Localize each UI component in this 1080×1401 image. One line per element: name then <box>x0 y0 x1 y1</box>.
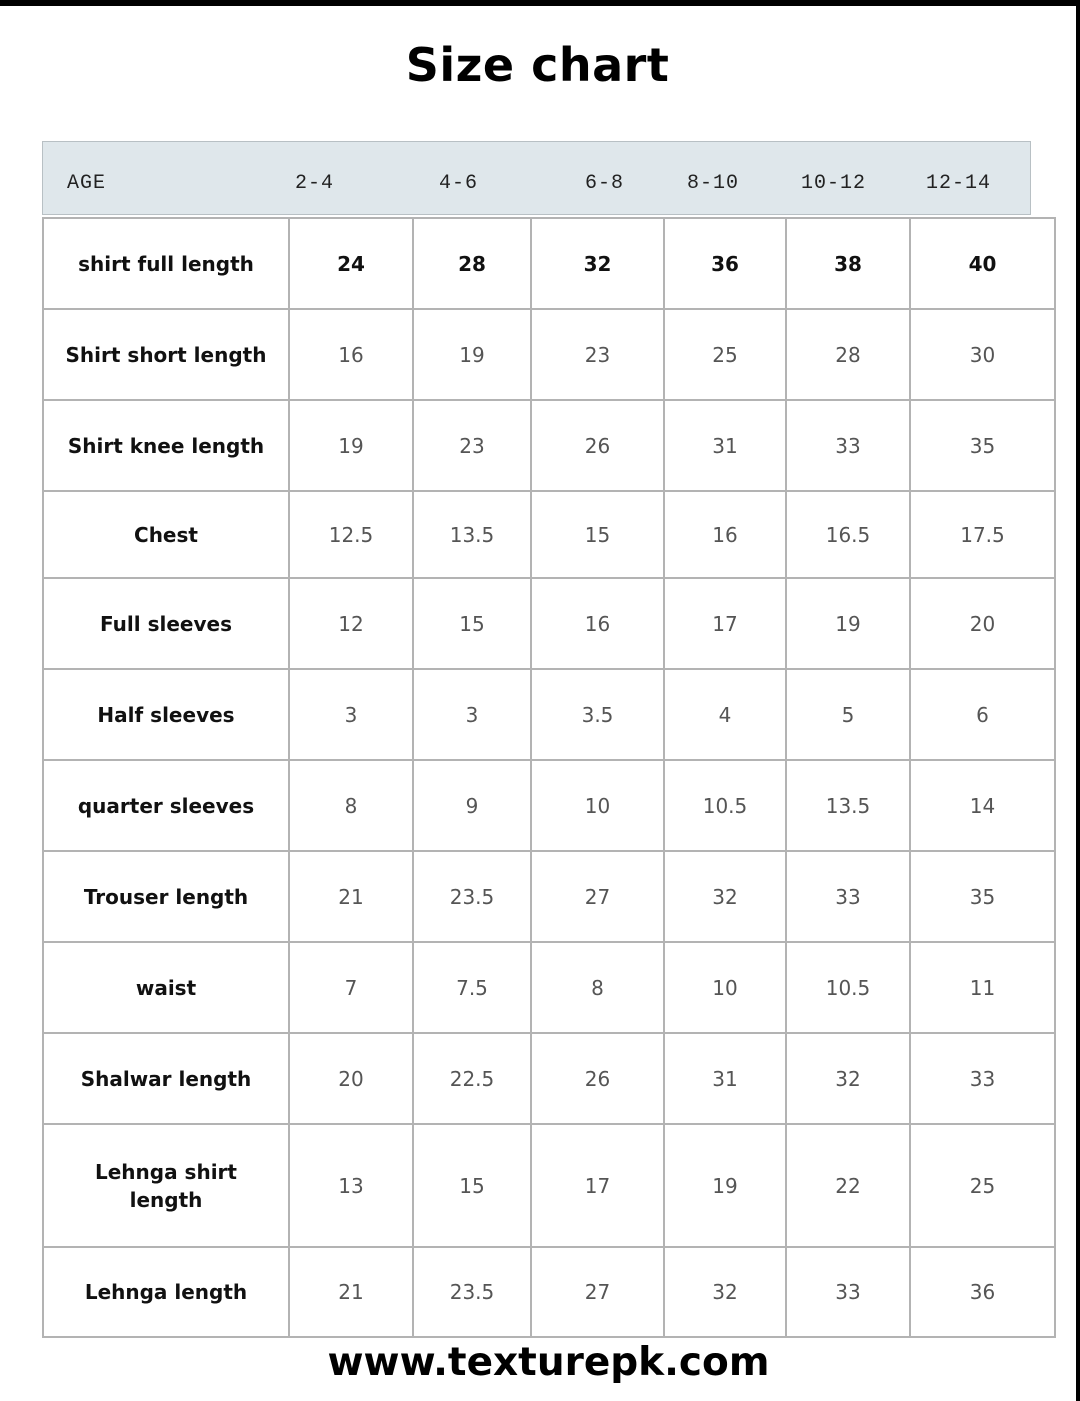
measurement-label: waist <box>43 942 289 1033</box>
measurement-label: shirt full length <box>43 218 289 309</box>
size-value-cell: 20 <box>289 1033 413 1124</box>
size-value-cell: 21 <box>289 1247 413 1337</box>
measurement-label: Half sleeves <box>43 669 289 760</box>
page-title: Size chart <box>405 38 670 92</box>
size-value-cell: 30 <box>910 309 1055 400</box>
size-value-cell: 8 <box>289 760 413 851</box>
table-row <box>43 1033 1055 1124</box>
size-value-cell: 4 <box>664 669 786 760</box>
size-value-cell: 17 <box>664 578 786 669</box>
size-value-cell: 6 <box>910 669 1055 760</box>
size-value-cell: 36 <box>910 1247 1055 1337</box>
size-value-cell: 26 <box>531 1033 664 1124</box>
size-value-cell: 19 <box>289 400 413 491</box>
size-value-cell: 11 <box>910 942 1055 1033</box>
size-value-cell: 8 <box>531 942 664 1033</box>
table-row <box>43 309 1055 400</box>
size-value-cell: 16 <box>531 578 664 669</box>
size-value-cell: 23 <box>413 400 531 491</box>
measurement-label: Chest <box>43 491 289 578</box>
size-value-cell: 10.5 <box>664 760 786 851</box>
size-value-cell: 31 <box>664 1033 786 1124</box>
size-value-cell: 27 <box>531 1247 664 1337</box>
table-row <box>43 1124 1055 1247</box>
size-value-cell: 28 <box>413 218 531 309</box>
age-header-cell: 8-10 <box>687 172 740 195</box>
size-value-cell: 23 <box>531 309 664 400</box>
age-header-label: AGE <box>67 172 107 195</box>
size-value-cell: 17 <box>531 1124 664 1247</box>
size-value-cell: 15 <box>531 491 664 578</box>
size-value-cell: 19 <box>786 578 910 669</box>
size-value-cell: 13.5 <box>413 491 531 578</box>
table-row <box>43 578 1055 669</box>
size-value-cell: 13.5 <box>786 760 910 851</box>
measurement-label: Full sleeves <box>43 578 289 669</box>
size-value-cell: 7 <box>289 942 413 1033</box>
table-row <box>43 491 1055 578</box>
size-value-cell: 12.5 <box>289 491 413 578</box>
size-value-cell: 15 <box>413 1124 531 1247</box>
table-row <box>43 1247 1055 1337</box>
size-value-cell: 27 <box>531 851 664 942</box>
size-value-cell: 10 <box>664 942 786 1033</box>
size-value-cell: 22.5 <box>413 1033 531 1124</box>
size-value-cell: 36 <box>664 218 786 309</box>
size-value-cell: 19 <box>664 1124 786 1247</box>
size-value-cell: 3 <box>289 669 413 760</box>
size-value-cell: 32 <box>531 218 664 309</box>
size-value-cell: 7.5 <box>413 942 531 1033</box>
top-border <box>0 0 1080 6</box>
age-header-cell: 2-4 <box>295 172 335 195</box>
measurement-label: Trouser length <box>43 851 289 942</box>
table-row <box>43 942 1055 1033</box>
size-value-cell: 33 <box>786 851 910 942</box>
age-header-cell: 4-6 <box>439 172 479 195</box>
size-value-cell: 24 <box>289 218 413 309</box>
size-value-cell: 16.5 <box>786 491 910 578</box>
size-value-cell: 33 <box>786 1247 910 1337</box>
size-value-cell: 13 <box>289 1124 413 1247</box>
size-value-cell: 35 <box>910 400 1055 491</box>
size-value-cell: 20 <box>910 578 1055 669</box>
size-value-cell: 3 <box>413 669 531 760</box>
age-header-cell: 6-8 <box>585 172 625 195</box>
age-header-row <box>42 141 1031 215</box>
size-value-cell: 15 <box>413 578 531 669</box>
size-value-cell: 40 <box>910 218 1055 309</box>
age-header-cell: 12-14 <box>926 172 992 195</box>
measurement-label: Lehnga shirt length <box>43 1124 289 1247</box>
size-value-cell: 33 <box>910 1033 1055 1124</box>
size-value-cell: 31 <box>664 400 786 491</box>
size-value-cell: 10.5 <box>786 942 910 1033</box>
size-value-cell: 21 <box>289 851 413 942</box>
size-value-cell: 32 <box>664 851 786 942</box>
size-value-cell: 10 <box>531 760 664 851</box>
age-header-cell: 10-12 <box>801 172 867 195</box>
size-value-cell: 9 <box>413 760 531 851</box>
table-row <box>43 400 1055 491</box>
size-value-cell: 23.5 <box>413 851 531 942</box>
size-value-cell: 32 <box>786 1033 910 1124</box>
right-border <box>1076 0 1080 1401</box>
size-value-cell: 25 <box>664 309 786 400</box>
measurement-label: Shirt knee length <box>43 400 289 491</box>
size-value-cell: 14 <box>910 760 1055 851</box>
size-value-cell: 12 <box>289 578 413 669</box>
size-value-cell: 25 <box>910 1124 1055 1247</box>
measurement-label: Lehnga length <box>43 1247 289 1337</box>
measurement-label: Shirt short length <box>43 309 289 400</box>
table-row <box>43 851 1055 942</box>
size-value-cell: 22 <box>786 1124 910 1247</box>
size-value-cell: 5 <box>786 669 910 760</box>
size-value-cell: 32 <box>664 1247 786 1337</box>
size-value-cell: 35 <box>910 851 1055 942</box>
size-value-cell: 3.5 <box>531 669 664 760</box>
measurement-label: Shalwar length <box>43 1033 289 1124</box>
measurement-label: quarter sleeves <box>43 760 289 851</box>
table-row <box>43 760 1055 851</box>
size-value-cell: 16 <box>289 309 413 400</box>
size-value-cell: 16 <box>664 491 786 578</box>
table-row <box>43 218 1055 309</box>
size-value-cell: 28 <box>786 309 910 400</box>
size-chart-table <box>42 217 1056 1338</box>
size-value-cell: 26 <box>531 400 664 491</box>
table-row <box>43 669 1055 760</box>
size-value-cell: 19 <box>413 309 531 400</box>
size-value-cell: 38 <box>786 218 910 309</box>
size-value-cell: 23.5 <box>413 1247 531 1337</box>
size-value-cell: 17.5 <box>910 491 1055 578</box>
size-value-cell: 33 <box>786 400 910 491</box>
website-url: www.texturepk.com <box>327 1340 770 1385</box>
